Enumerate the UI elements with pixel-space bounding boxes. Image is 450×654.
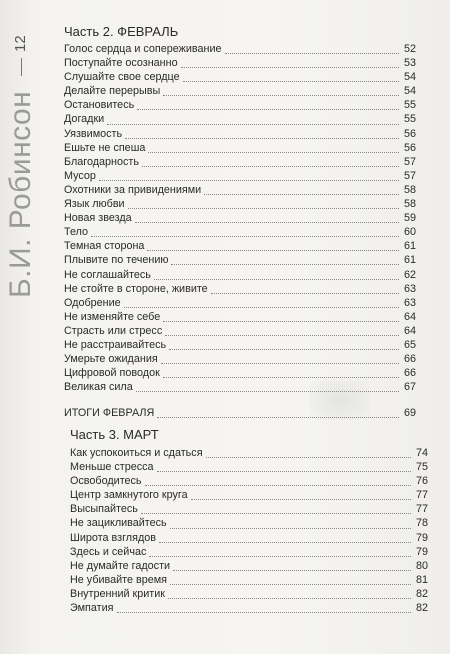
toc-entry-title: Благодарность <box>64 155 139 168</box>
toc-entry-title: Высыпайтесь <box>70 503 138 516</box>
dot-leader <box>149 547 411 557</box>
toc-entry <box>70 502 428 516</box>
toc-entry <box>64 197 416 211</box>
dot-leader <box>157 462 411 472</box>
toc-entry-page: 66 <box>403 367 416 380</box>
toc-entry-page: 76 <box>415 475 428 488</box>
toc-entry-page: 67 <box>403 381 416 394</box>
dot-leader <box>204 185 399 195</box>
toc-entry-page: 52 <box>403 43 416 55</box>
toc-entry <box>64 296 416 310</box>
dot-leader <box>147 241 399 251</box>
toc-entry <box>64 268 416 282</box>
toc-entry-title: Умерьте ожидания <box>64 353 158 366</box>
dot-leader <box>157 408 399 418</box>
dot-leader <box>142 157 399 167</box>
toc-entry-title: Не убивайте время <box>70 573 168 586</box>
dot-leader <box>163 312 399 322</box>
toc-entry-title: Голос сердца и сопереживание <box>64 43 222 55</box>
toc-entry <box>70 446 428 460</box>
toc-entry-title: Плывите по течению <box>64 254 169 267</box>
toc-entry-page: 62 <box>403 268 416 281</box>
toc-entry-title: Не зацикливайтесь <box>70 517 167 530</box>
dot-leader <box>141 504 411 514</box>
toc-entry-page: 75 <box>415 461 428 474</box>
toc-entry <box>64 98 416 112</box>
toc-entry <box>70 488 428 502</box>
toc-entry-title: Эмпатия <box>70 602 114 615</box>
toc-entry <box>64 310 416 324</box>
toc-entry <box>70 601 428 615</box>
toc-entry-title: Меньше стресса <box>70 461 154 474</box>
dot-leader <box>171 255 399 265</box>
toc-entry-title: Ешьте не спеша <box>64 141 146 154</box>
toc-entry-page: 56 <box>403 141 416 154</box>
toc-entry-title: Освободитесь <box>70 475 142 488</box>
dot-leader <box>170 575 411 585</box>
toc-list <box>70 446 428 615</box>
page-margin <box>0 0 46 654</box>
dot-leader <box>170 519 411 529</box>
toc-entry-page: 57 <box>403 155 416 168</box>
toc-entry-title: Здесь и сейчас <box>70 545 147 558</box>
dot-leader <box>206 448 411 458</box>
dot-leader <box>125 129 399 139</box>
toc-entry-page: 53 <box>403 57 416 70</box>
toc-entry-title: Слушайте свое сердце <box>64 71 180 84</box>
toc-entry-title: Не расстраивайтесь <box>64 338 167 351</box>
toc-entry <box>64 352 416 366</box>
toc-entry <box>70 474 428 488</box>
toc-entry-page: 77 <box>415 503 428 516</box>
toc-entry-title: Не изменяйте себе <box>64 310 161 323</box>
toc-entry <box>64 84 416 98</box>
toc-entry-page: 61 <box>403 240 416 253</box>
toc-entry-title: Догадки <box>64 113 105 126</box>
dot-leader <box>148 143 399 153</box>
dot-leader <box>183 72 399 82</box>
toc-entry <box>70 545 428 559</box>
toc-entry-page: 64 <box>403 324 416 337</box>
toc-entry-title: Не стойте в стороне, живите <box>64 282 208 295</box>
toc-entry-title: Страсть или стресс <box>64 324 163 337</box>
toc-entry <box>70 460 428 474</box>
dot-leader <box>99 171 399 181</box>
toc-entry-page: 54 <box>403 71 416 84</box>
toc-entry-title: Охотники за привидениями <box>64 183 202 196</box>
toc-entry-title: Великая сила <box>64 381 133 394</box>
toc-entry-page: 79 <box>415 531 428 544</box>
dot-leader <box>165 326 399 336</box>
dot-leader <box>135 213 399 223</box>
part-title: Часть 2. ФЕВРАЛЬ <box>64 24 179 39</box>
toc-entry-page: 65 <box>403 338 416 351</box>
toc-entry-title: Одобрение <box>64 296 121 309</box>
dot-leader <box>169 340 399 350</box>
toc-entry-page: 74 <box>415 447 428 459</box>
toc-entry-page: 54 <box>403 85 416 98</box>
dot-leader <box>181 58 399 68</box>
toc-entry <box>64 366 416 380</box>
toc-entry <box>64 282 416 296</box>
toc-entry-title: Внутренний критик <box>70 587 165 600</box>
dot-leader <box>128 199 399 209</box>
toc-entry-page: 55 <box>403 113 416 126</box>
toc-entry-page: 64 <box>403 310 416 323</box>
toc-entry-page: 57 <box>403 169 416 182</box>
dot-leader <box>163 86 399 96</box>
toc-entry <box>70 531 428 545</box>
toc-entry-page: 82 <box>415 587 428 600</box>
toc-entry-title: Остановитесь <box>64 99 135 112</box>
running-head-author: Б.И. Робинсон <box>4 90 37 298</box>
toc-entry-title: Как успокоиться и сдаться <box>70 447 203 459</box>
dot-leader <box>107 115 399 125</box>
toc-entry <box>64 225 416 239</box>
dot-leader <box>211 284 399 294</box>
toc-entry-title: Не думайте гадости <box>70 559 171 572</box>
toc-list <box>64 42 416 394</box>
toc-entry-title: Мусор <box>64 169 96 182</box>
toc-entry <box>64 141 416 155</box>
toc-entry-title: Язык любви <box>64 198 125 211</box>
toc-entry <box>70 559 428 573</box>
toc-entry-page: 80 <box>415 559 428 572</box>
toc-entry-page: 63 <box>403 282 416 295</box>
toc-entry-page: 59 <box>403 212 416 225</box>
toc-entry-title: Цифровой поводок <box>64 367 160 380</box>
dot-leader <box>168 589 411 599</box>
toc-entry-page: 82 <box>415 602 428 615</box>
toc-entry-page: 81 <box>415 573 428 586</box>
toc-entry-page: 55 <box>403 99 416 112</box>
dot-leader <box>163 368 399 378</box>
dot-leader <box>159 533 411 543</box>
toc-entry-page: 63 <box>403 296 416 309</box>
toc-entry <box>64 70 416 84</box>
toc-entry-title: Поступайте осознанно <box>64 57 178 70</box>
page-number: 12 <box>12 35 29 52</box>
toc-entry-title: Новая звезда <box>64 212 132 225</box>
toc-entry-title: Широта взглядов <box>70 531 156 544</box>
dot-leader <box>137 100 399 110</box>
toc-entry-title: Тело <box>64 226 89 239</box>
toc-entry-page: 79 <box>415 545 428 558</box>
toc-entry <box>70 573 428 587</box>
toc-entry <box>70 587 428 601</box>
toc-entry-page: 77 <box>415 489 428 502</box>
toc-entry <box>64 169 416 183</box>
toc-entry-page: 58 <box>403 198 416 211</box>
toc-entry-title: Делайте перерывы <box>64 85 161 98</box>
dot-leader <box>145 476 411 486</box>
toc-entry <box>64 211 416 225</box>
toc-entry <box>64 56 416 70</box>
toc-entry <box>64 127 416 141</box>
toc-part-2 <box>64 22 416 420</box>
margin-divider <box>21 58 22 76</box>
toc-entry <box>64 42 416 56</box>
dot-leader <box>124 298 399 308</box>
toc-entry <box>64 239 416 253</box>
dot-leader <box>136 382 399 392</box>
toc-entry <box>64 112 416 126</box>
toc-summary-entry <box>64 406 416 420</box>
toc-entry-page: 60 <box>403 226 416 239</box>
dot-leader <box>154 270 399 280</box>
toc-entry <box>64 183 416 197</box>
toc-entry <box>64 338 416 352</box>
dot-leader <box>173 561 411 571</box>
toc-entry-page: 56 <box>403 127 416 140</box>
dot-leader <box>91 227 399 237</box>
toc-entry-page: 58 <box>403 183 416 196</box>
part-title: Часть 3. МАРТ <box>70 427 159 442</box>
toc-entry-page: 69 <box>403 407 416 420</box>
toc-entry-page: 78 <box>415 517 428 530</box>
toc-entry-title: Уязвимость <box>64 127 123 140</box>
toc-entry <box>64 155 416 169</box>
toc-entry-page: 61 <box>403 254 416 267</box>
dot-leader <box>225 44 399 54</box>
toc-entry-title: Не соглашайтесь <box>64 268 151 281</box>
toc-entry <box>64 253 416 267</box>
toc-entry-title: Центр замкнутого круга <box>70 489 188 502</box>
toc-entry-title: ИТОГИ ФЕВРАЛЯ <box>64 407 155 420</box>
toc-entry <box>64 324 416 338</box>
toc-entry <box>64 380 416 394</box>
toc-entry-page: 66 <box>403 353 416 366</box>
dot-leader <box>117 603 412 613</box>
toc-entry-title: Темная сторона <box>64 240 145 253</box>
dot-leader <box>161 354 399 364</box>
dot-leader <box>191 490 411 500</box>
toc-entry <box>70 516 428 530</box>
toc-part-3 <box>70 424 428 615</box>
